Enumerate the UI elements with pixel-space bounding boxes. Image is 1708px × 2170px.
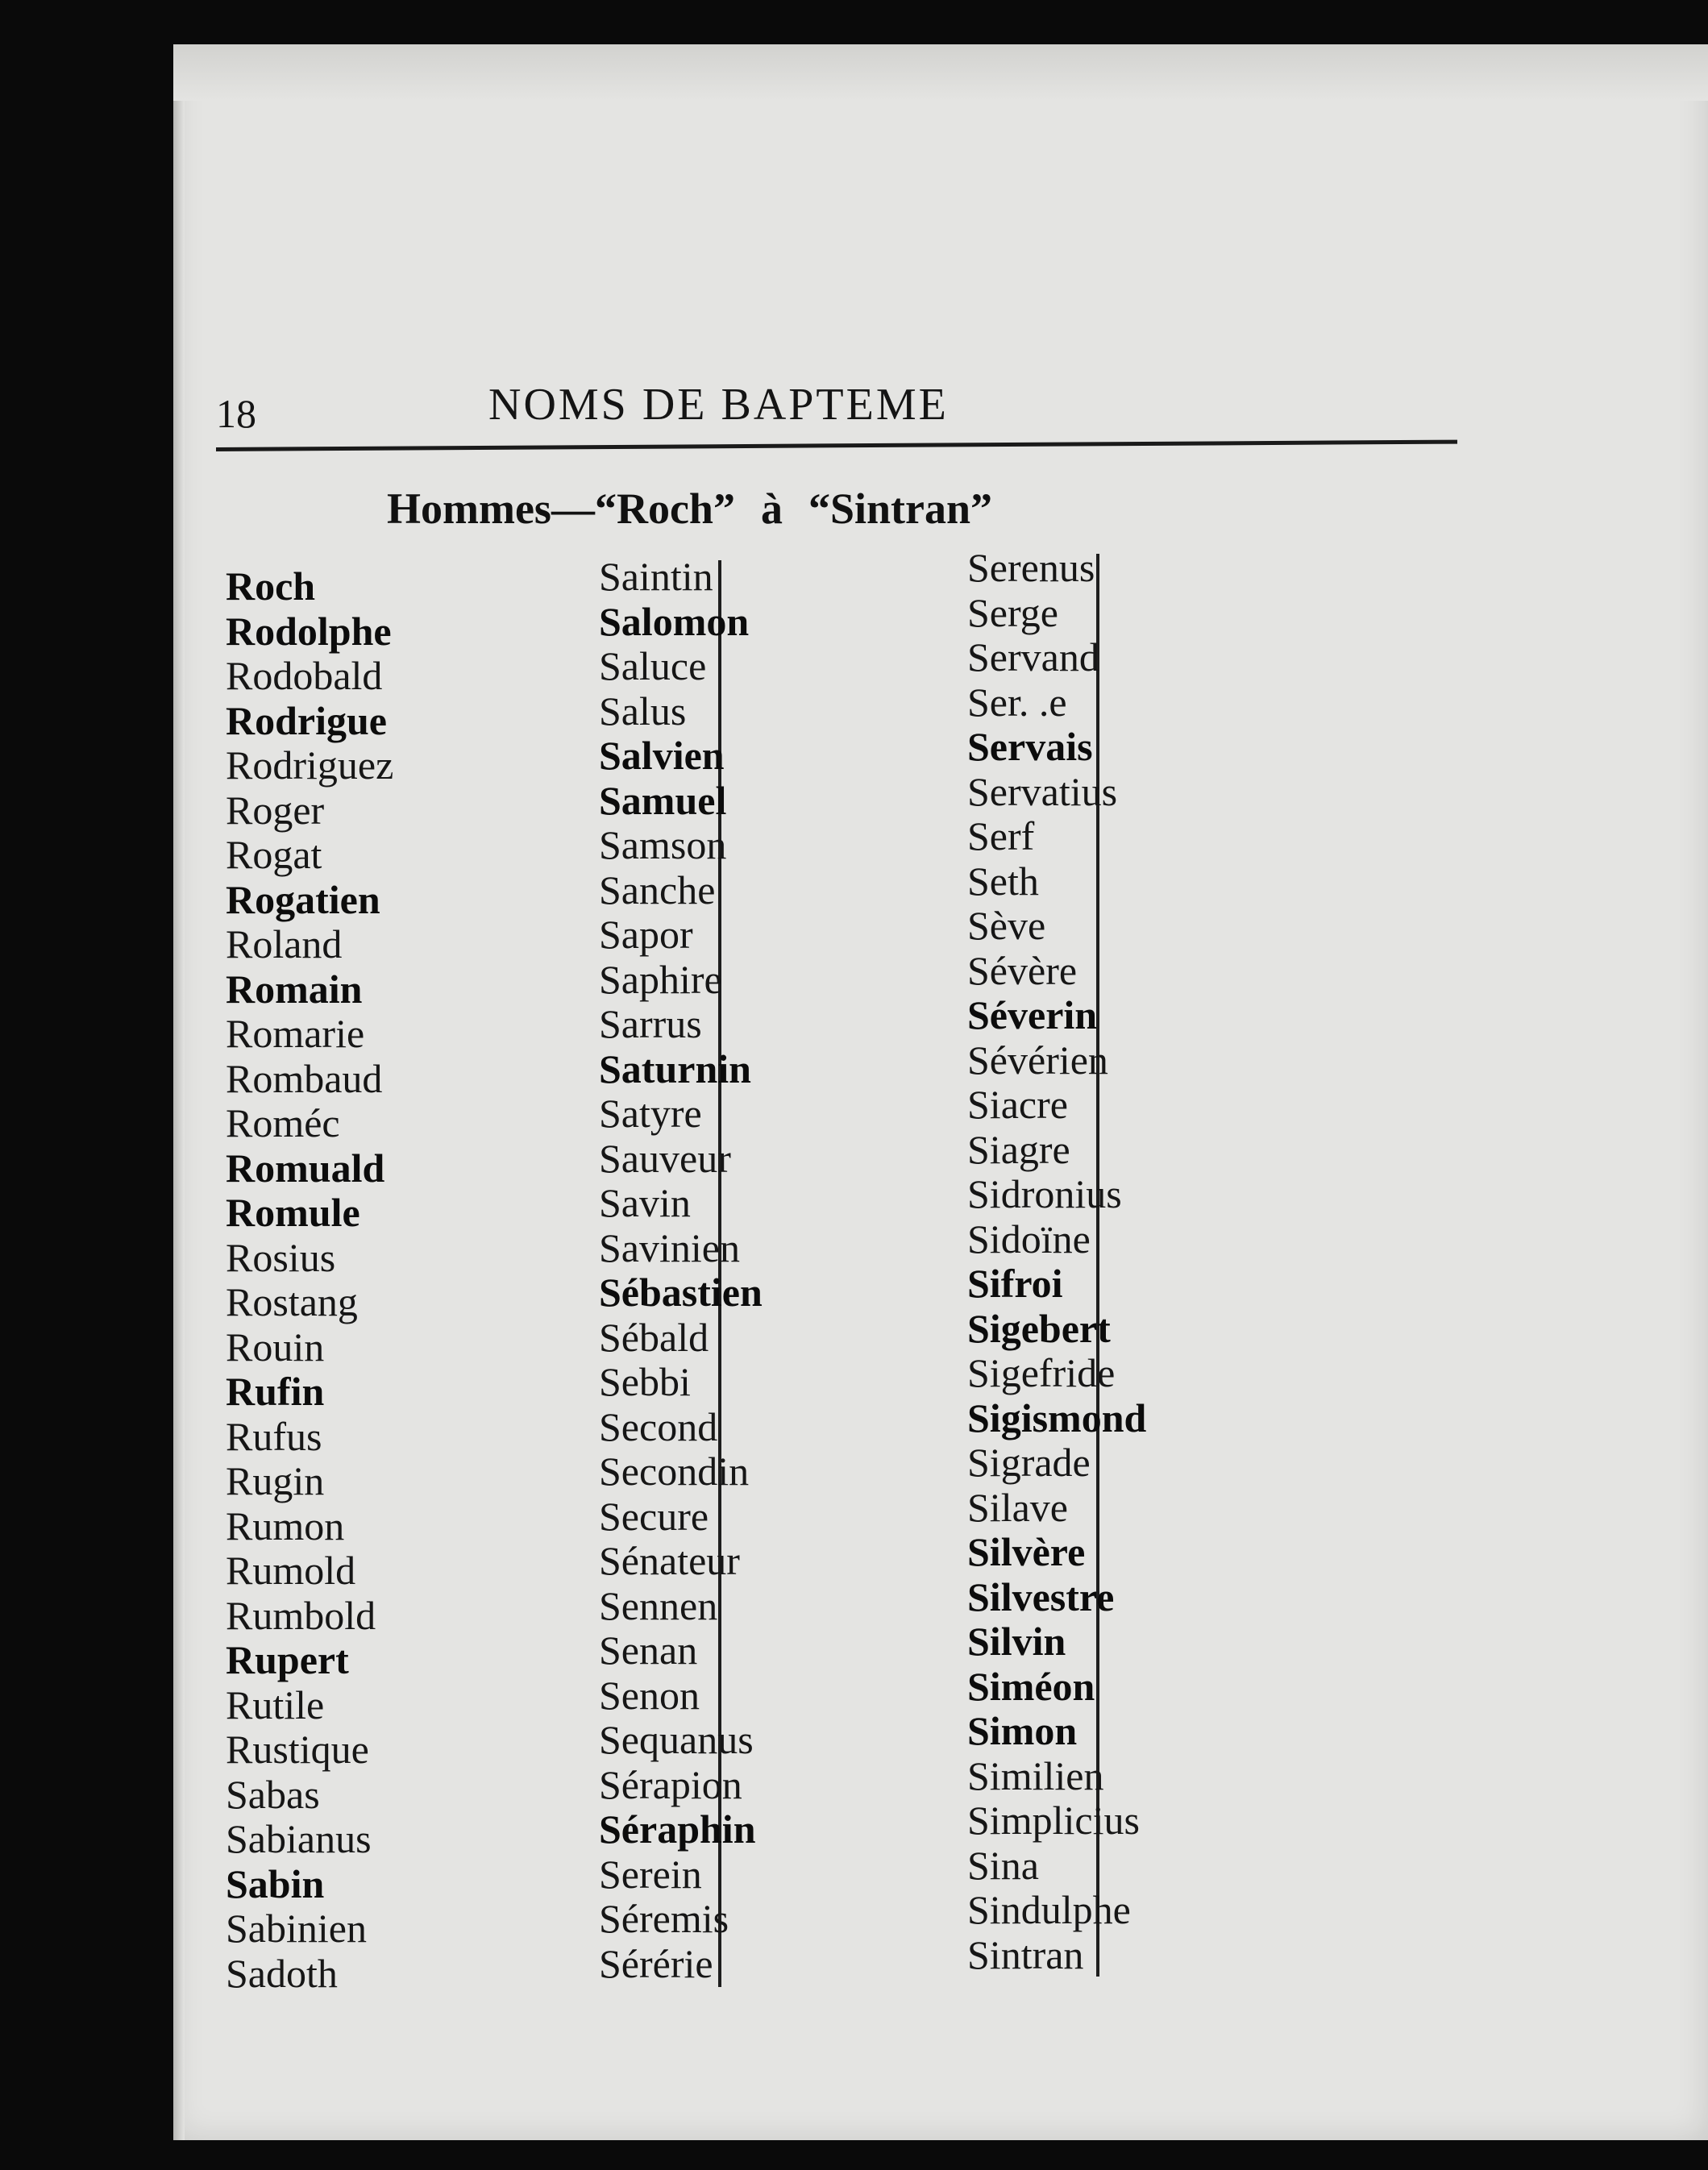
name-entry: Rodobald [226,653,383,698]
running-title: NOMS DE BAPTEME [488,380,949,430]
subheading-dash: — [551,484,595,533]
name-entry: Romarie [226,1011,365,1056]
name-column-1 [226,564,393,1996]
name-entry: Siméon [967,1663,1095,1709]
name-entry: Rutile [226,1682,325,1727]
page-edge-shadow [173,44,185,2140]
name-entry: Sigismond [967,1395,1147,1440]
name-entry: Servand [967,634,1099,680]
name-entry: Sérapion [599,1761,742,1807]
name-entry: Sifroi [967,1261,1063,1306]
name-entry: Sérérie [599,1940,713,1986]
name-entry: Romain [226,966,363,1012]
name-entry: Seth [967,858,1039,904]
name-entry: Sabas [226,1771,320,1817]
name-entry: Rostang [226,1279,358,1324]
name-entry: Sequanus [599,1717,754,1762]
name-entry: Savin [599,1180,691,1225]
name-entry: Rumold [226,1548,356,1593]
name-entry: Rumon [226,1503,345,1549]
name-entry: Servais [967,724,1093,769]
name-entry: Servatius [967,768,1118,814]
name-entry: Rombaud [226,1055,383,1101]
name-entry: Savinien [599,1224,740,1270]
name-entry: Serenus [967,545,1095,590]
name-entry: Saintin [599,554,713,599]
name-entry: Sauveur [599,1135,731,1181]
name-entry: Roland [226,921,343,967]
name-entry: Saphire [599,956,722,1002]
name-entry: Sennen [599,1582,718,1628]
name-entry: Rumbold [226,1592,376,1638]
name-entry: Sarrus [599,1001,702,1046]
name-entry: Sanche [599,867,716,912]
name-entry: Similien [967,1752,1104,1798]
section-subheading [387,484,992,534]
name-entry: Rufus [226,1413,322,1459]
paper-sheet [173,44,1708,2140]
name-entry: Roger [226,787,325,833]
name-entry: Rugin [226,1458,325,1503]
name-entry: Romuald [226,1145,385,1191]
name-entry: Second [599,1403,718,1449]
name-entry: Sebbi [599,1359,691,1404]
name-entry: Silave [967,1484,1068,1530]
name-entry: Senan [599,1628,698,1673]
name-entry: Séraphin [599,1806,756,1852]
name-entry: Rogat [226,832,322,877]
name-entry: Sidronius [967,1171,1122,1216]
name-entry: Sidoïne [967,1216,1091,1262]
name-entry: Serein [599,1851,702,1897]
name-entry: Sabin [226,1860,325,1906]
name-entry: Saturnin [599,1046,751,1091]
subheading-from: “Roch” [594,484,735,533]
name-entry: Sigebert [967,1305,1111,1351]
page-top-shadow [173,44,1708,101]
name-entry: Sabianus [226,1816,372,1861]
name-entry: Ser. .e [967,679,1067,725]
subheading-group: Hommes [387,484,551,533]
name-entry: Séverin [967,992,1098,1037]
name-entry: Sève [967,903,1046,948]
name-entry: Sébald [599,1314,709,1360]
name-entry: Rufin [226,1369,325,1414]
name-entry: Silvère [967,1529,1086,1574]
name-entry: Rouin [226,1324,325,1370]
name-entry: Silvin [967,1619,1066,1664]
name-entry: Sigefride [967,1350,1116,1395]
name-entry: Sévérien [967,1037,1108,1083]
name-entry: Roch [226,563,316,609]
name-entry: Sindulphe [967,1887,1131,1932]
name-entry: Siacre [967,1082,1068,1127]
name-entry: Romule [226,1190,360,1235]
name-entry: Rustique [226,1727,369,1772]
name-entry: Simplicius [967,1798,1140,1843]
name-entry: Rogatien [226,876,380,922]
name-entry: Saluce [599,643,707,688]
name-entry: Serf [967,813,1035,858]
name-entry: Serge [967,589,1058,635]
name-entry: Silvestre [967,1573,1115,1619]
name-entry: Secondin [599,1449,750,1494]
name-entry: Salus [599,688,687,734]
name-entry: Sébastien [599,1270,763,1315]
running-head [216,379,1457,443]
page-number: 18 [216,391,256,436]
name-entry: Sapor [599,912,693,957]
name-entry: Satyre [599,1091,702,1136]
name-entry: Sintran [967,1931,1084,1977]
name-entry: Sina [967,1842,1039,1888]
name-entry: Sadoth [226,1950,338,1996]
name-entry: Simon [967,1708,1078,1753]
name-entry: Sénateur [599,1538,740,1583]
name-entry: Sigrade [967,1440,1091,1485]
name-entry: Senon [599,1672,700,1718]
name-entry: Sévère [967,947,1078,993]
name-entry: Rosius [226,1234,336,1280]
name-entry: Roméc [226,1100,340,1145]
name-entry: Samson [599,822,727,867]
name-entry: Rupert [226,1637,349,1682]
name-entry: Rodrigue [226,697,387,743]
name-entry: Séremis [599,1896,729,1941]
name-entry: Rodolphe [226,608,392,654]
name-entry: Salomon [599,598,750,644]
name-entry: Secure [599,1493,709,1539]
subheading-to: “Sintran” [808,484,993,533]
name-column-2 [599,555,763,1986]
name-entry: Sabinien [226,1906,367,1951]
name-entry: Rodriguez [226,742,394,788]
subheading-connector: à [760,484,783,533]
name-entry: Salvien [599,733,725,778]
name-column-3 [967,546,1146,1977]
name-entry: Siagre [967,1126,1070,1172]
name-entry: Samuel [599,777,727,823]
